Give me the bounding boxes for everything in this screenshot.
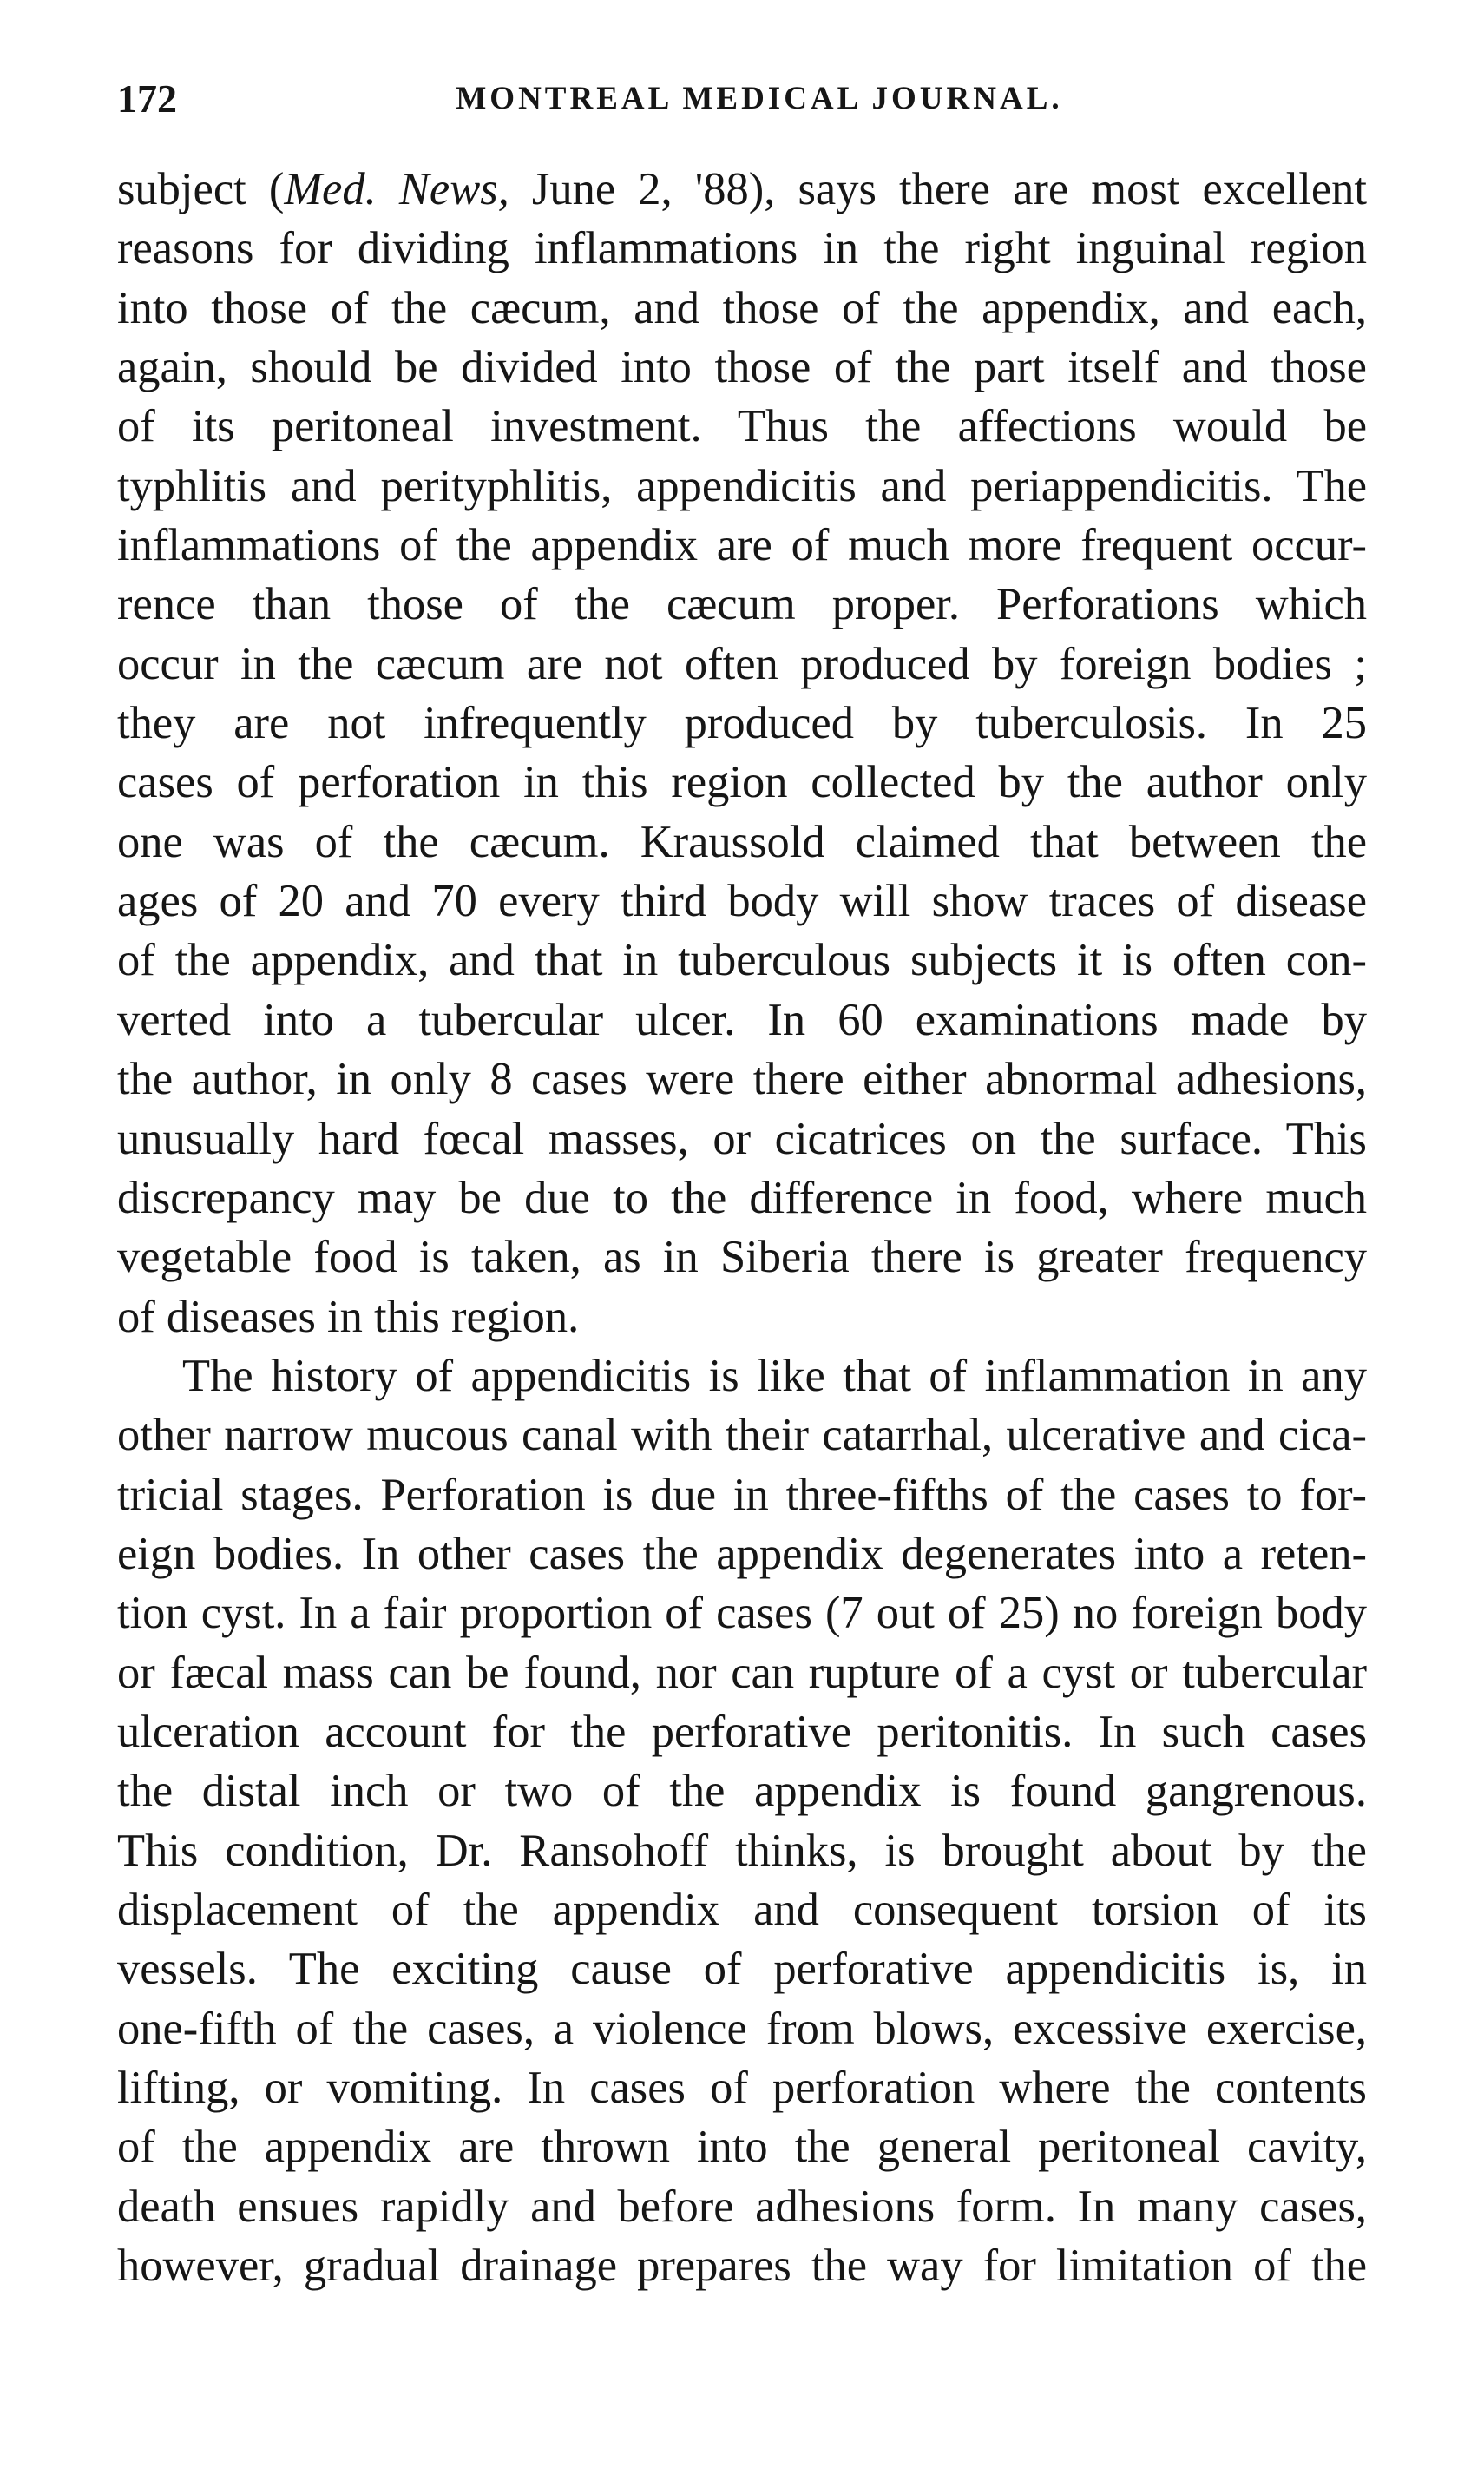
text-line: tion cyst. In a fair proportion of cases (7 out of 25) no foreign body (117, 1588, 1367, 1639)
text-line: typhlitis and perityphlitis, appendicitis and periappendicitis. The (117, 460, 1367, 511)
citation-italic: Med. News, (284, 164, 509, 214)
text-line: into those of the cæcum, and those of the appendix, and each, (117, 282, 1367, 333)
text-line: however, gradual drainage prepares the way for limitation of the (117, 2241, 1367, 2292)
text-line: eign bodies. In other cases the appendix degenerates into a reten- (117, 1528, 1367, 1579)
text-line: of the appendix, and that in tuberculous subjects it is often con- (117, 935, 1367, 986)
text-line: or fæcal mass can be found, nor can rupture of a cyst or tubercular (117, 1647, 1367, 1698)
article-body (117, 160, 1367, 2295)
running-head: MONTREAL MEDICAL JOURNAL. (456, 81, 1063, 116)
text-segment: June 2, '88), says there are most excellent (509, 164, 1367, 214)
text-line: ulceration account for the perforative peritonitis. In such cases (117, 1706, 1367, 1757)
text-line: one was of the cæcum. Kraussold claimed that between the (117, 816, 1367, 867)
text-line: vessels. The exciting cause of perforative appendicitis is, in (117, 1944, 1367, 1995)
text-line: reasons for dividing inflammations in the right inguinal region (117, 223, 1367, 274)
text-line: rence than those of the cæcum proper. Perforations which (117, 579, 1367, 630)
text-line: unusually hard fœcal masses, or cicatrices on the surface. This (117, 1113, 1367, 1164)
paragraph-start-line: The history of appendicitis is like that of inflammation in any (182, 1350, 1367, 1401)
text-line: cases of perforation in this region collected by the author only (117, 757, 1367, 808)
text-line: verted into a tubercular ulcer. In 60 examinations made by (117, 994, 1367, 1045)
page-number: 172 (117, 76, 177, 121)
text-line (117, 160, 1367, 219)
page-header (117, 73, 1367, 125)
text-line: they are not infrequently produced by tuberculosis. In 25 (117, 698, 1367, 749)
text-line: discrepancy may be due to the difference in food, where much (117, 1172, 1367, 1223)
text-segment: subject ( (117, 164, 285, 214)
text-line: of its peritoneal investment. Thus the affections would be (117, 401, 1367, 452)
text-line: the author, in only 8 cases were there either abnormal adhesions, (117, 1054, 1367, 1105)
text-line: one-fifth of the cases, a violence from blows, excessive exercise, (117, 2003, 1367, 2054)
text-line: occur in the cæcum are not often produced by foreign bodies ; (117, 638, 1367, 689)
text-line: again, should be divided into those of the part itself and those (117, 342, 1367, 393)
text-line: This condition, Dr. Ransohoff thinks, is brought about by the (117, 1825, 1367, 1876)
text-line: the distal inch or two of the appendix is found gangrenous. (117, 1766, 1367, 1817)
text-line: displacement of the appendix and consequent torsion of its (117, 1884, 1367, 1935)
text-line: tricial stages. Perforation is due in three-fifths of the cases to for- (117, 1469, 1367, 1520)
text-line: inflammations of the appendix are of much more frequent occur- (117, 520, 1367, 571)
text-line: death ensues rapidly and before adhesions form. In many cases, (117, 2181, 1367, 2232)
text-line: lifting, or vomiting. In cases of perforation where the contents (117, 2063, 1367, 2113)
paragraph-end-line: of diseases in this region. (117, 1291, 580, 1342)
text-line: other narrow mucous canal with their catarrhal, ulcerative and cica- (117, 1410, 1367, 1461)
text-line: ages of 20 and 70 every third body will show traces of disease (117, 876, 1367, 927)
text-line: vegetable food is taken, as in Siberia there is greater frequency (117, 1232, 1367, 1283)
text-line: of the appendix are thrown into the general peritoneal cavity, (117, 2122, 1367, 2173)
